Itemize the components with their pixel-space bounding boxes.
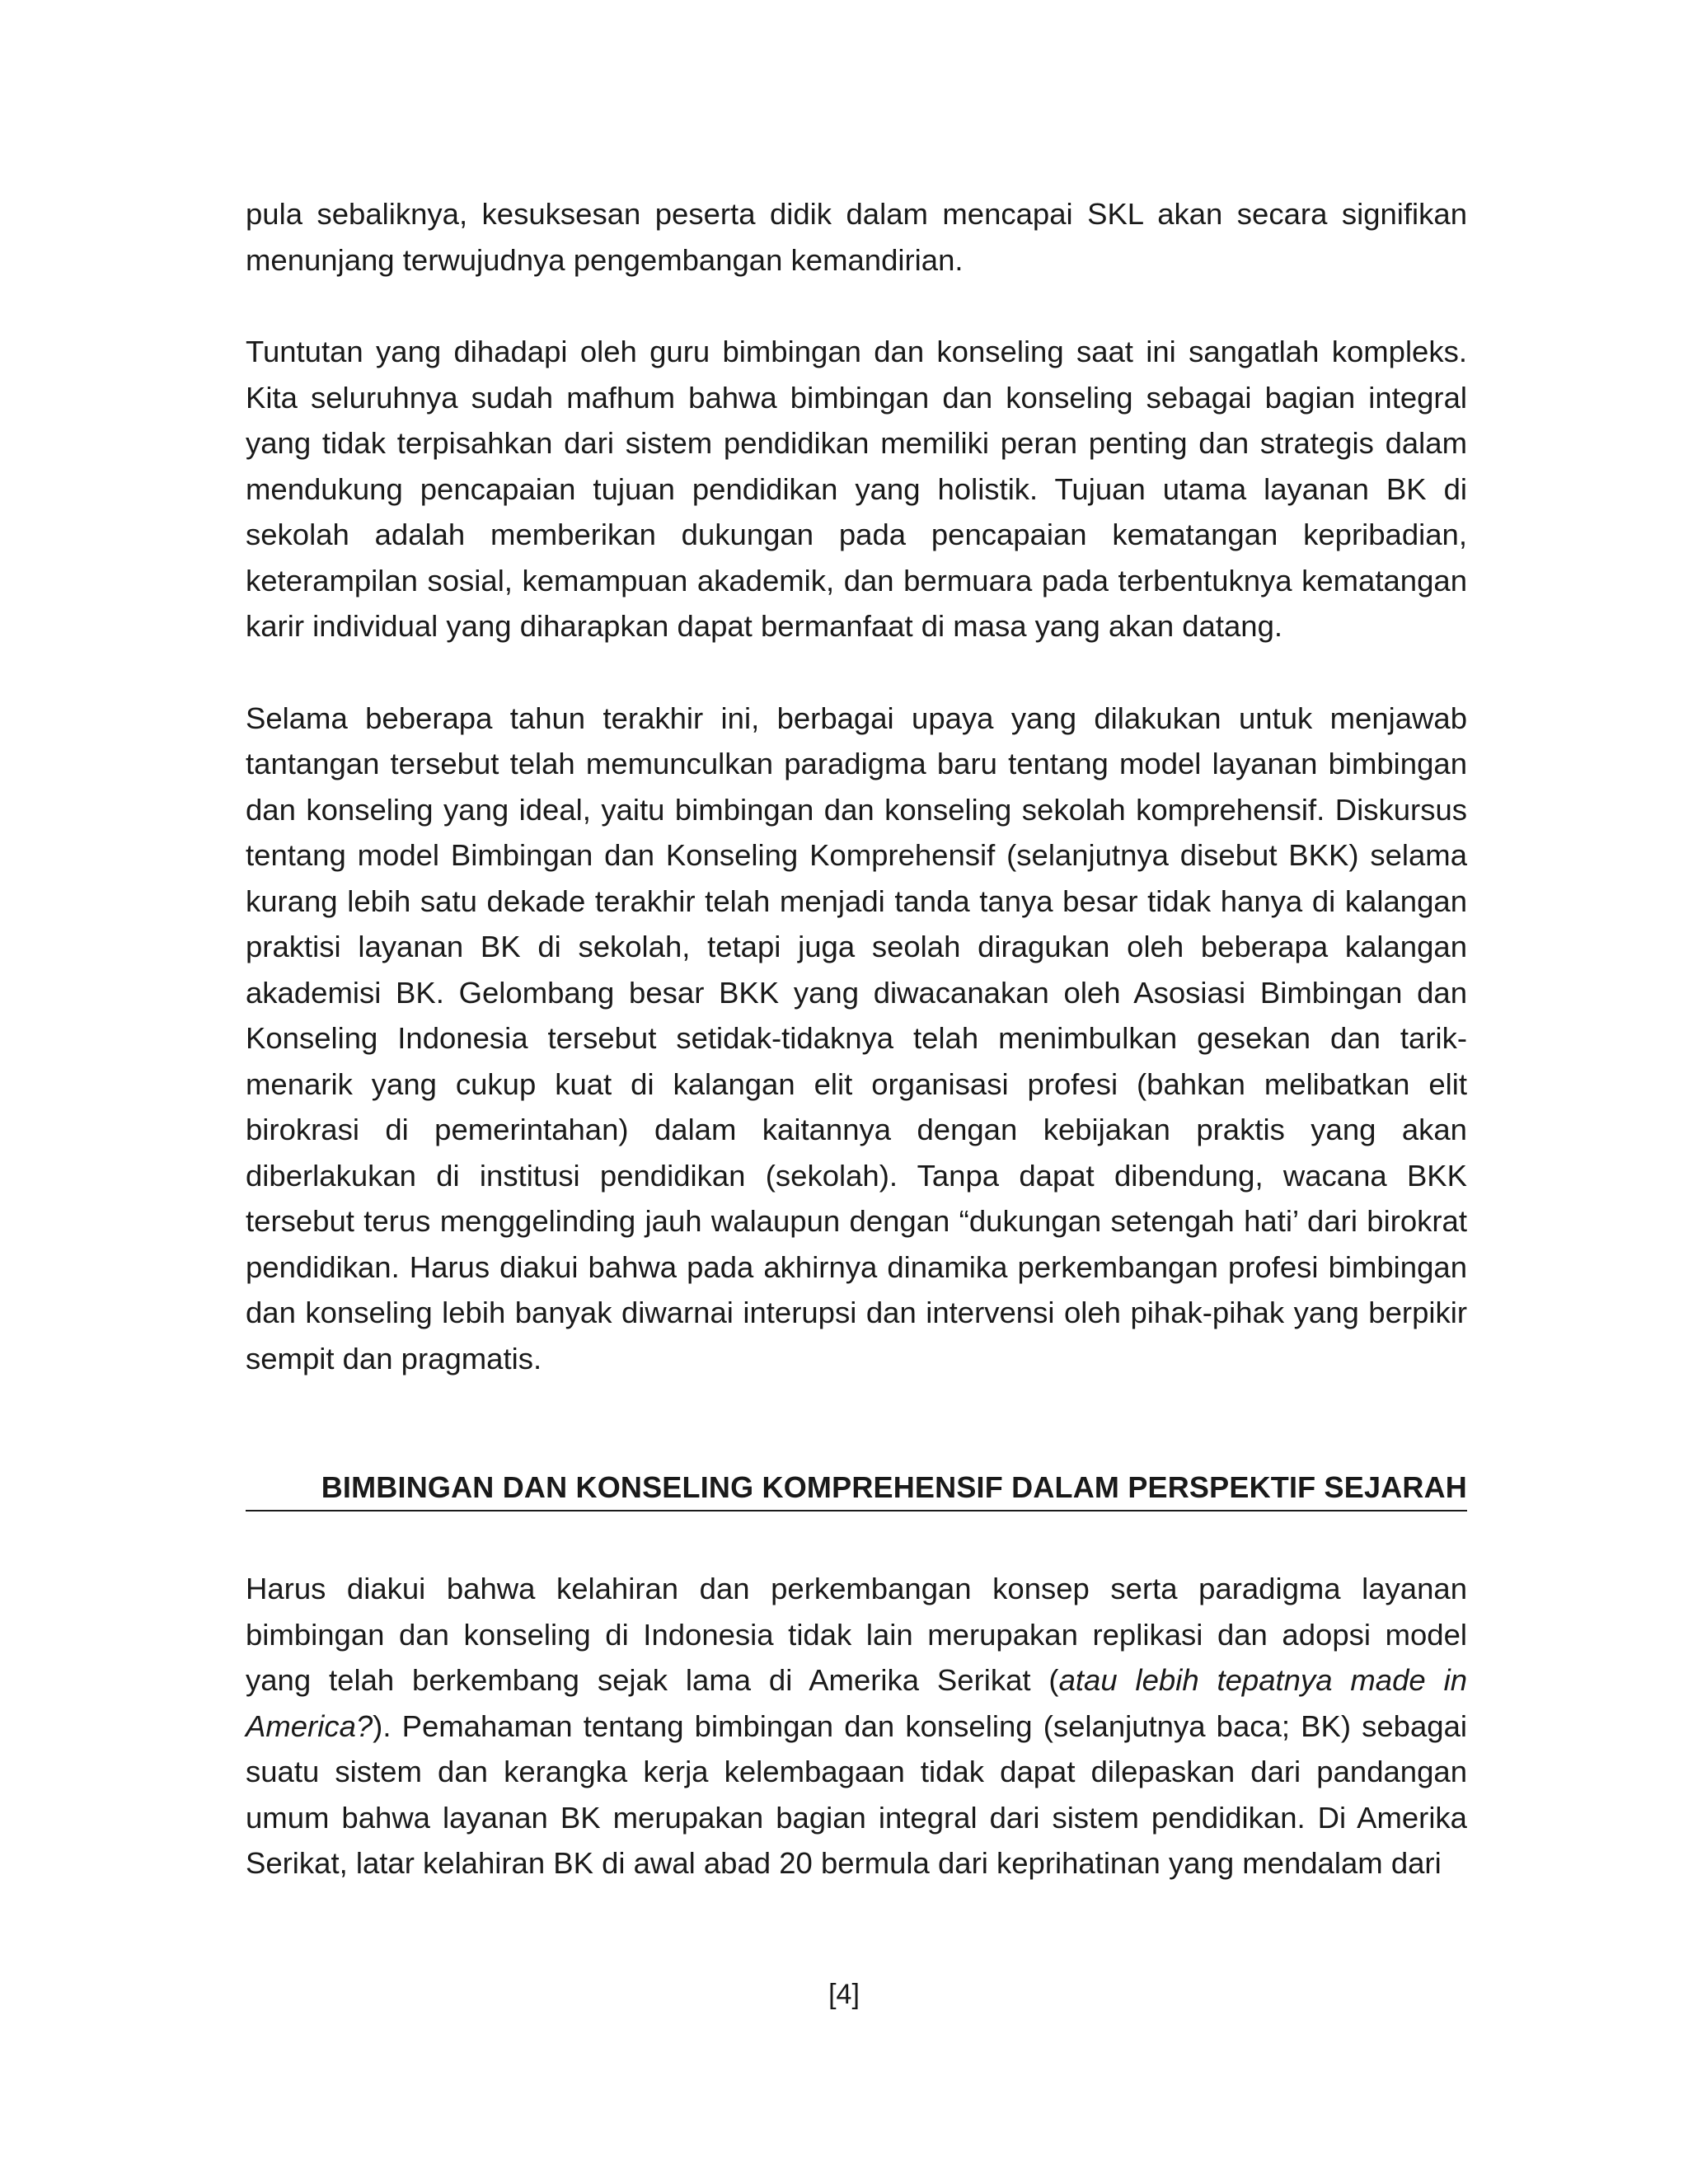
page-number: [4] xyxy=(828,1979,860,2010)
paragraph-4-italic: atau lebih tepatnya made in America? xyxy=(246,1663,1467,1743)
paragraph-2: Tuntutan yang dihadapi oleh guru bimbingan dan konseling saat ini sangatlah kompleks. Kita seluruhnya sudah mafhum bahwa bimbingan dan konseling sebagai bagian integral yang tidak terpisahkan dari sistem pendidikan memiliki peran penting dan strategis dalam mendukung pencapaian tujuan pendidikan yang holistik. Tujuan utama layanan BK di sekolah adalah memberikan dukungan pada pencapaian kematangan kepribadian, keterampilan sosial, kemampuan akademik, dan bermuara pada terbentuknya kematangan karir individual yang diharapkan dapat bermanfaat di masa yang akan datang. xyxy=(246,335,1467,643)
paragraph-4 xyxy=(246,1566,1467,1886)
section-heading: BIMBINGAN DAN KONSELING KOMPREHENSIF DALAM PERSPEKTIF SEJARAH xyxy=(246,1467,1467,1511)
paragraph-4-part-2: ). Pemahaman tentang bimbingan dan konseling (selanjutnya baca; BK) sebagai suatu sistem dan kerangka kerja kelembagaan tidak dapat dilepaskan dari pandangan umum bahwa layanan BK merupakan bagian integral dari sistem pendidikan. Di Amerika Serikat, latar kelahiran BK di awal abad 20 bermula dari keprihatinan yang mendalam dari xyxy=(246,1708,1467,1880)
paragraph-4-part-1: Harus diakui bahwa kelahiran dan perkembangan konsep serta paradigma layanan bimbingan dan konseling di Indonesia tidak lain merupakan replikasi dan adopsi model yang telah berkembang sejak lama di Amerika Serikat ( xyxy=(246,1572,1467,1697)
paragraph-1: pula sebaliknya, kesuksesan peserta didik dalam mencapai SKL akan secara signifikan menunjang terwujudnya pengembangan kemandirian. xyxy=(246,197,1467,277)
paragraph-3: Selama beberapa tahun terakhir ini, berbagai upaya yang dilakukan untuk menjawab tantangan tersebut telah memunculkan paradigma baru tentang model layanan bimbingan dan konseling yang ideal, yaitu bimbingan dan konseling sekolah komprehensif. Diskursus tentang model Bimbingan dan Konseling Komprehensif (selanjutnya disebut BKK) selama kurang lebih satu dekade terakhir telah menjadi tanda tanya besar tidak hanya di kalangan praktisi layanan BK di sekolah, tetapi juga seolah diragukan oleh beberapa kalangan akademisi BK. Gelombang besar BKK yang diwacanakan oleh Asosiasi Bimbingan dan Konseling Indonesia tersebut setidak-tidaknya telah menimbulkan gesekan dan tarik-menarik yang cukup kuat di kalangan elit organisasi profesi (bahkan melibatkan elit birokrasi di pemerintahan) dalam kaitannya dengan kebijakan praktis yang akan diberlakukan di institusi pendidikan (sekolah). Tanpa dapat dibendung, wacana BKK tersebut terus menggelinding jauh walaupun dengan “dukungan setengah hati’ dari birokrat pendidikan. Harus diakui bahwa pada akhirnya dinamika perkembangan profesi bimbingan dan konseling lebih banyak diwarnai interupsi dan intervensi oleh pihak-pihak yang berpikir sempit dan pragmatis. xyxy=(246,701,1467,1376)
document-page xyxy=(246,191,1467,1886)
